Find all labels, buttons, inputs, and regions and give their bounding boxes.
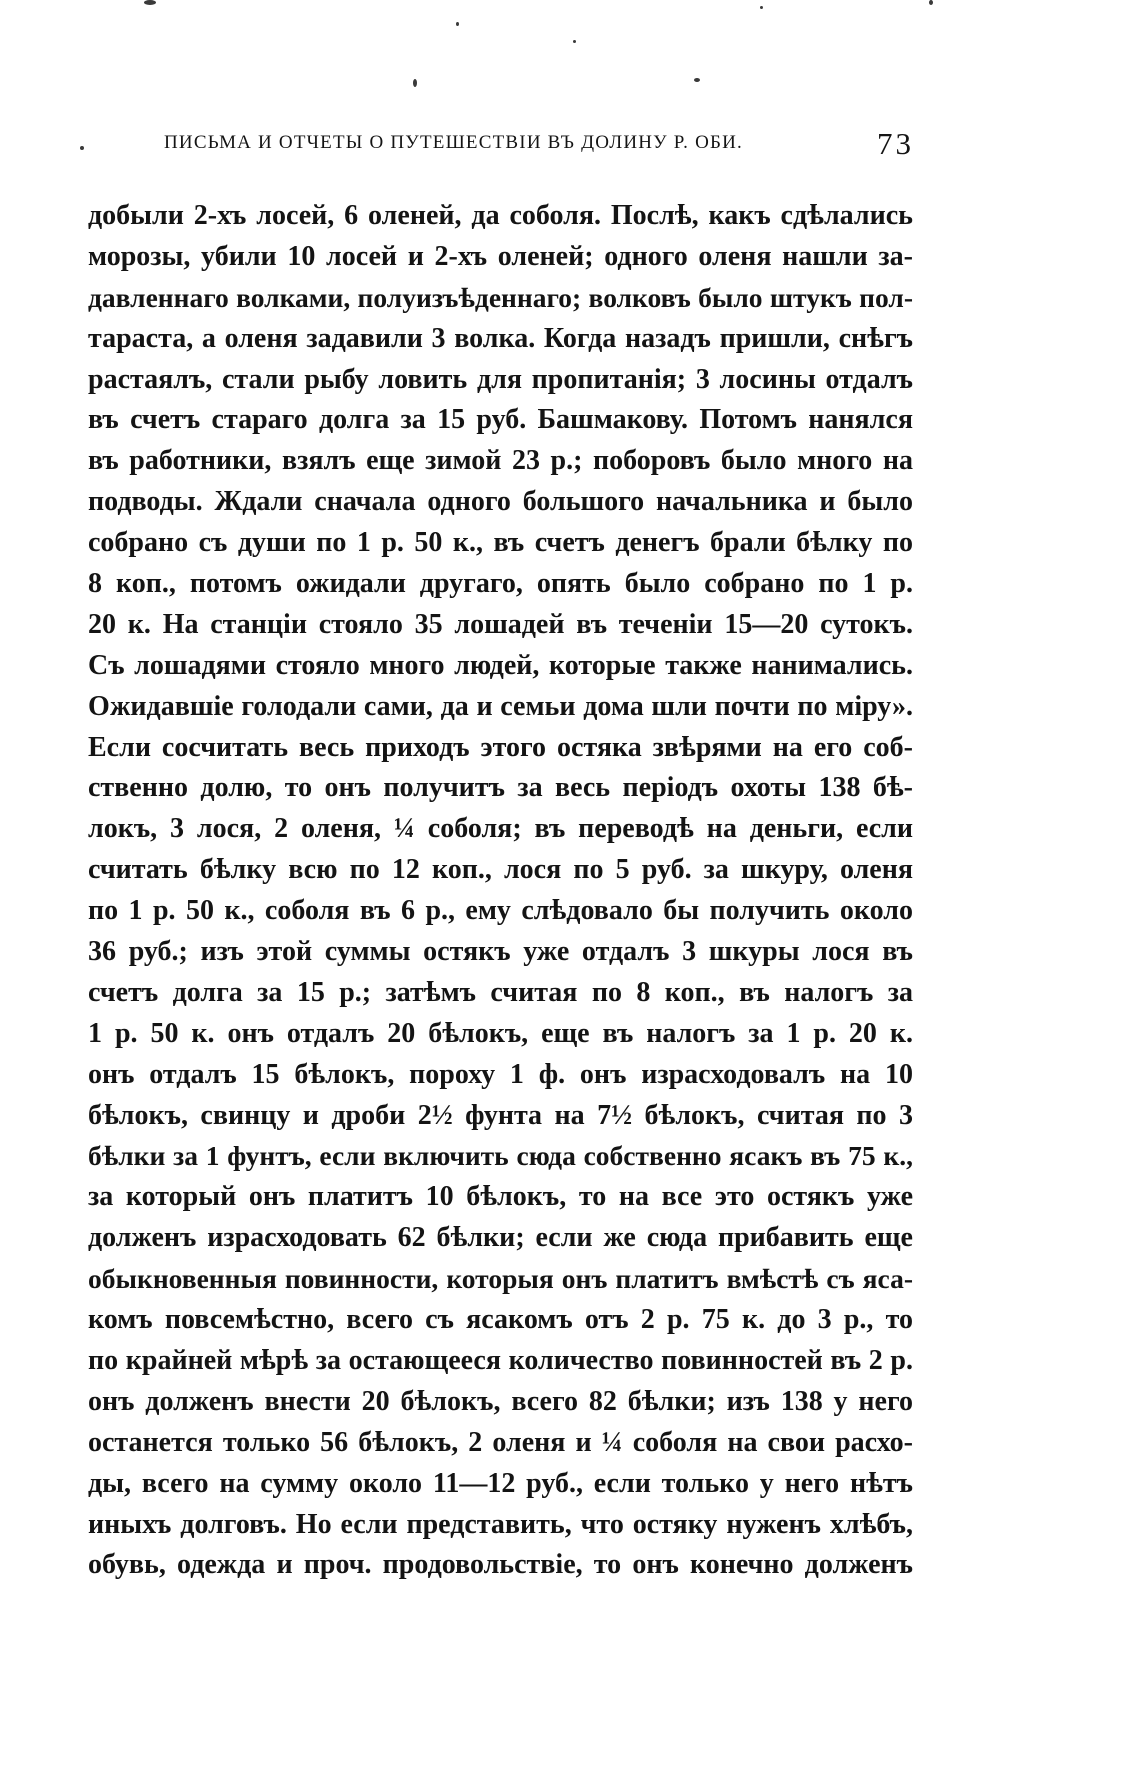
text-line: давленнаго волками, полуизъѣденнаго; волковъ было штукъ пол- [88,281,913,313]
text-line: бѣлки за 1 фунтъ, если включить сюда собственно ясакъ въ 75 к., [88,1140,913,1172]
text-line: по крайней мѣрѣ за остающееся количество повинностей въ 2 р. [88,1344,913,1376]
body-text [88,196,913,1586]
text-line: долженъ израсходовать 62 бѣлки; если же сюда прибавить еще [88,1222,913,1254]
text-line: бѣлокъ, свинцу и дроби 2½ фунта на 7½ бѣлокъ, считая по 3 [88,1099,913,1131]
scan-speck [760,6,763,9]
scan-speck [144,0,156,5]
text-line: по 1 р. 50 к., соболя въ 6 р., ему слѣдовало бы получить около [88,895,913,927]
text-line: 20 к. На станціи стояло 35 лошадей въ теченіи 15—20 сутокъ. [88,608,913,640]
running-title: ПИСЬМА И ОТЧЕТЫ О ПУТЕШЕСТВІИ ВЪ ДОЛИНУ Р. ОБИ. [164,132,743,153]
text-line: локъ, 3 лося, 2 оленя, ¼ соболя; въ переводѣ на деньги, если [88,813,913,845]
text-line: останется только 56 бѣлокъ, 2 оленя и ¼ соболя на свои расхо- [88,1426,913,1458]
scan-speck [694,78,700,82]
text-line: 1 р. 50 к. онъ отдалъ 20 бѣлокъ, еще въ налогъ за 1 р. 20 к. [88,1017,913,1049]
running-head [164,126,914,166]
scan-speck [80,146,84,150]
text-line: онъ долженъ внести 20 бѣлокъ, всего 82 бѣлки; изъ 138 у него [88,1385,913,1417]
text-line: счетъ долга за 15 р.; затѣмъ считая по 8 коп., въ налогъ за [88,976,913,1008]
text-line: иныхъ долговъ. Но если представить, что остяку нуженъ хлѣбъ, [88,1508,913,1540]
text-line: ды, всего на сумму около 11—12 руб., если только у него нѣтъ [88,1467,913,1499]
scan-speck [413,79,417,87]
text-line: 36 руб.; изъ этой суммы остякъ уже отдалъ 3 шкуры лося въ [88,936,913,968]
text-line: ственно долю, то онъ получитъ за весь періодъ охоты 138 бѣ- [88,772,913,804]
text-line: онъ отдалъ 15 бѣлокъ, пороху 1 ф. онъ израсходовалъ на 10 [88,1058,913,1090]
text-line: за который онъ платитъ 10 бѣлокъ, то на все это остякъ уже [88,1181,913,1213]
text-line: Если сосчитать весь приходъ этого остяка звѣрями на его соб- [88,731,913,763]
text-line: 8 коп., потомъ ожидали другаго, опять было собрано по 1 р. [88,568,913,600]
text-line: комъ повсемѣстно, всего съ ясакомъ отъ 2 р. 75 к. до 3 р., то [88,1304,913,1336]
text-line: добыли 2-хъ лосей, 6 оленей, да соболя. Послѣ, какъ сдѣлались [88,200,913,231]
text-line: Ожидавшіе голодали сами, да и семьи дома шли почти по міру». [88,690,913,722]
text-line: подводы. Ждали сначала одного большого начальника и было [88,486,913,518]
text-line: тараста, а оленя задавили 3 волка. Когда назадъ пришли, снѣгъ [88,322,913,354]
text-line: собрано съ души по 1 р. 50 к., въ счетъ денегъ брали бѣлку по [88,527,913,559]
scan-speck [456,22,459,26]
text-line: обувь, одежда и проч. продовольствіе, то онъ конечно долженъ [88,1549,913,1581]
text-line: въ счетъ стараго долга за 15 руб. Башмакову. Потомъ нанялся [88,404,913,436]
scan-speck [573,40,576,43]
text-line: растаялъ, стали рыбу ловить для пропитанія; 3 лосины отдалъ [88,363,913,395]
scan-speck [929,0,933,5]
page-number: 73 [877,126,914,161]
text-line: считать бѣлку всю по 12 коп., лося по 5 руб. за шкуру, оленя [88,854,913,886]
text-line: обыкновенныя повинности, которыя онъ платитъ вмѣстѣ съ яса- [88,1263,913,1295]
text-line: морозы, убили 10 лосей и 2-хъ оленей; одного оленя нашли за- [88,240,913,272]
text-line: въ работники, взялъ еще зимой 23 р.; поборовъ было много на [88,445,913,477]
text-line: Съ лошадями стояло много людей, которые также нанимались. [88,649,913,681]
